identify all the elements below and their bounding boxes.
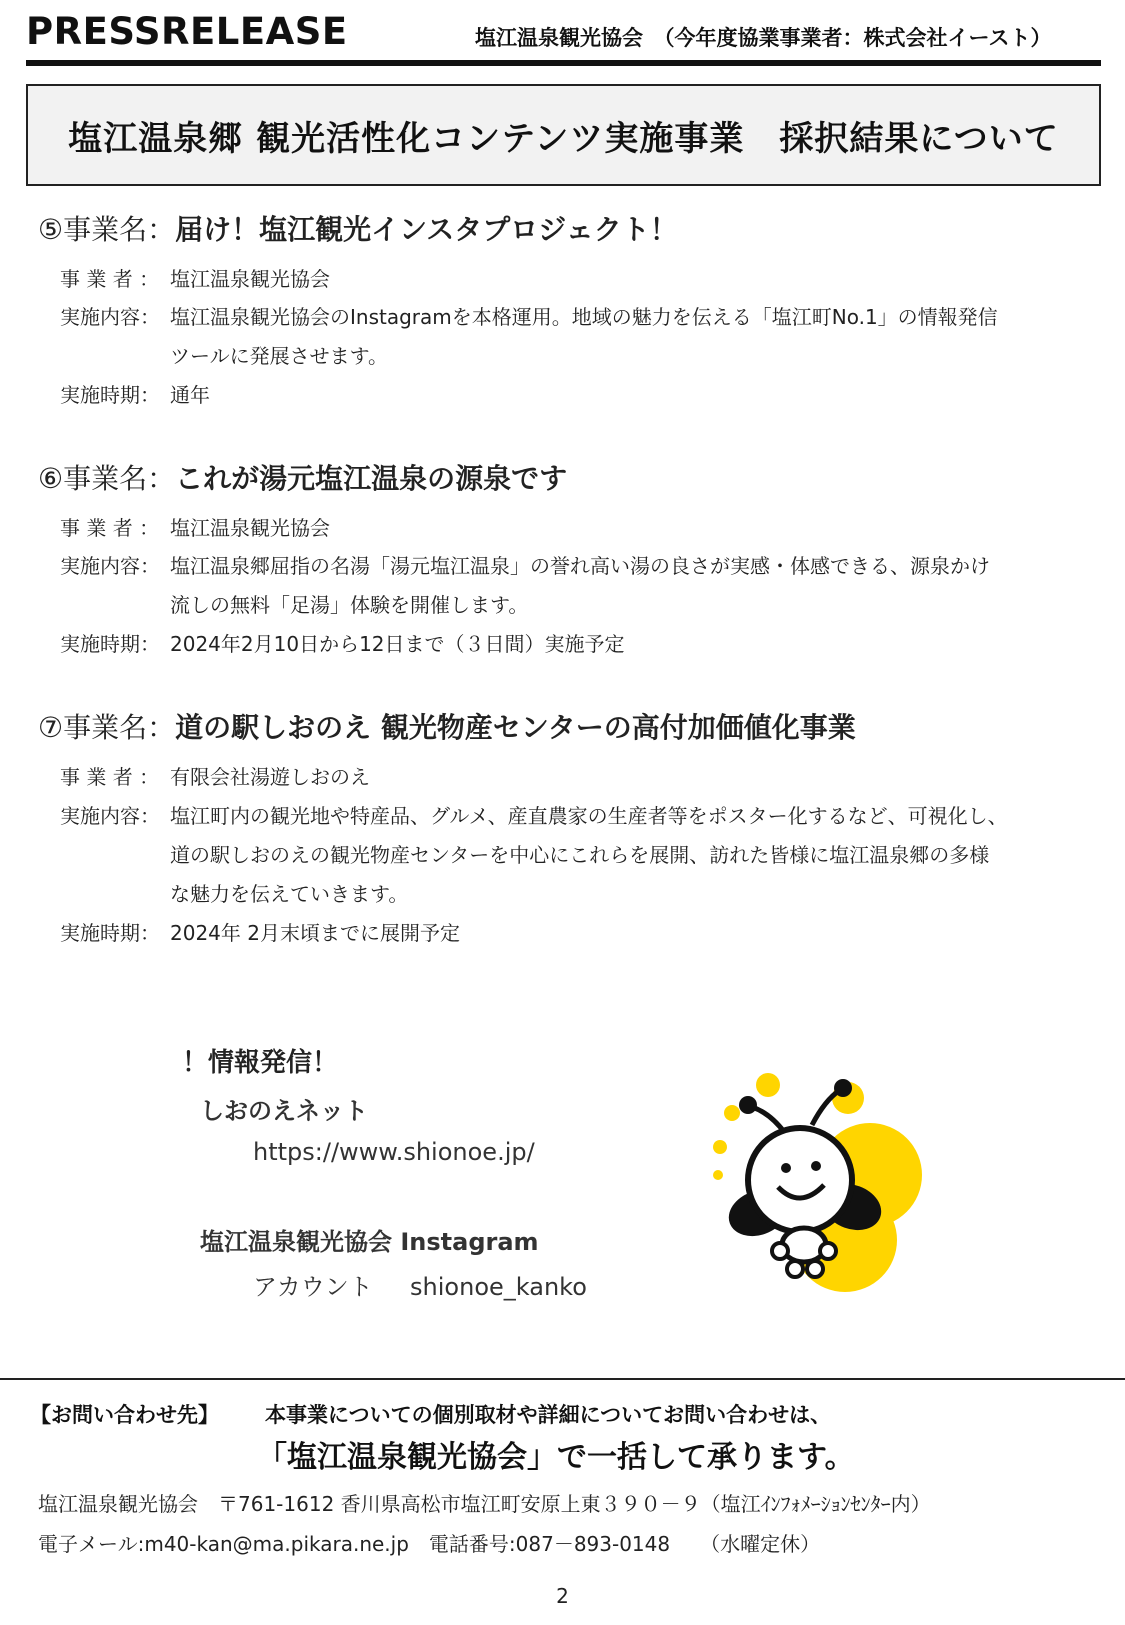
section-7-content-row	[60, 797, 1080, 836]
info-title: ！情報発信！	[182, 1048, 339, 1078]
section-7-name: 道の駅しおのえ 観光物産センターの高付加価値化事業	[175, 711, 856, 744]
content-line-2: 流しの無料「足湯」体験を開催します。	[170, 593, 529, 617]
content-line-1: 塩江町内の観光地や特産品、グルメ、産直農家の生産者等をポスター化するなど、可視化し、	[170, 804, 1008, 828]
page-number: 2	[556, 1584, 569, 1608]
site-name: しおのえネット	[200, 1097, 368, 1125]
email-phone-line: 電子メール:m40-kan@ma.pikara.ne.jp 電話番号:087－893-0148 （水曜定休）	[38, 1532, 821, 1556]
instagram-account-handle[interactable]: shionoe_kanko	[410, 1273, 587, 1301]
section-5-content-row-2	[60, 337, 1080, 376]
section-6-period-row	[60, 625, 1080, 664]
address-line: 塩江温泉観光協会 〒761-1612 香川県高松市塩江町安原上東３９０－９（塩江ｲﾝﾌｫﾒｰｼｮﾝｾﾝﾀｰ内）	[38, 1492, 931, 1516]
section-6-prefix: ⑥事業名：	[38, 462, 176, 495]
section-7-content-row-3	[60, 875, 1080, 914]
organization-header: 塩江温泉観光協会 （今年度協業事業者：株式会社イースト）	[475, 26, 1052, 50]
section-6-operator-row	[60, 509, 1080, 548]
content-line-1: 塩江温泉郷屈指の名湯「湯元塩江温泉」の誉れ高い湯の良さが実感・体感できる、源泉かけ	[170, 554, 990, 578]
operator-label: 事 業 者 ：	[60, 267, 160, 291]
section-7-period-row	[60, 914, 1080, 953]
period-label: 実施時期：	[60, 383, 160, 407]
section-5-name: 届け！塩江観光インスタプロジェクト！	[175, 213, 678, 246]
instagram-account-label: アカウント	[253, 1273, 373, 1301]
content-label: 実施内容：	[60, 305, 160, 329]
period-value: 通年	[170, 383, 210, 407]
section-6-name: これが湯元塩江温泉の源泉です	[175, 462, 568, 495]
section-7-content-row-2	[60, 836, 1080, 875]
bee-mascot-illustration	[700, 1055, 940, 1299]
content-line-1: 塩江温泉観光協会のInstagramを本格運用。地域の魅力を伝える「塩江町No.1」の情報発信	[170, 305, 998, 329]
section-6-heading	[38, 457, 567, 497]
operator-value: 塩江温泉観光協会	[170, 267, 330, 291]
instagram-name: 塩江温泉観光協会 Instagram	[200, 1228, 539, 1256]
operator-value: 塩江温泉観光協会	[170, 516, 330, 540]
section-6-content-row	[60, 547, 1080, 586]
site-url-link[interactable]: https://www.shionoe.jp/	[253, 1138, 535, 1166]
content-line-3: な魅力を伝えていきます。	[170, 882, 409, 906]
header-divider	[26, 60, 1101, 66]
content-line-2: 道の駅しおのえの観光物産センターを中心にこれらを展開、訪れた皆様に塩江温泉郷の多様	[170, 843, 990, 867]
section-5-prefix: ⑤事業名：	[38, 213, 176, 246]
contact-label: 【お問い合わせ先】	[30, 1403, 219, 1427]
footer-divider	[0, 1378, 1125, 1380]
instagram-account	[253, 1267, 587, 1302]
content-label: 実施内容：	[60, 554, 160, 578]
section-5-period-row	[60, 376, 1080, 415]
section-7-heading	[38, 706, 856, 746]
content-line-2: ツールに発展させます。	[170, 344, 388, 368]
operator-value: 有限会社湯遊しおのえ	[170, 765, 370, 789]
content-label: 実施内容：	[60, 804, 160, 828]
section-7-operator-row	[60, 758, 1080, 797]
section-5-operator-row	[60, 260, 1080, 299]
period-value: 2024年2月10日から12日まで（３日間）実施予定	[170, 632, 625, 656]
period-value: 2024年 2月末頃までに展開予定	[170, 921, 460, 945]
operator-label: 事 業 者 ：	[60, 765, 160, 789]
page-title: 塩江温泉郷 観光活性化コンテンツ実施事業 採択結果について	[68, 118, 1059, 159]
section-5-heading	[38, 208, 678, 248]
press-release-label: PRESSRELEASE	[26, 10, 348, 53]
title-box	[26, 84, 1101, 186]
operator-label: 事 業 者 ：	[60, 516, 160, 540]
contact-emphasis: 「塩江温泉観光協会」で一括して承ります。	[257, 1440, 855, 1475]
section-5-content-row	[60, 298, 1080, 337]
section-7-prefix: ⑦事業名：	[38, 711, 176, 744]
period-label: 実施時期：	[60, 632, 160, 656]
section-6-content-row-2	[60, 586, 1080, 625]
period-label: 実施時期：	[60, 921, 160, 945]
contact-text: 本事業についての個別取材や詳細についてお問い合わせは、	[265, 1403, 832, 1427]
